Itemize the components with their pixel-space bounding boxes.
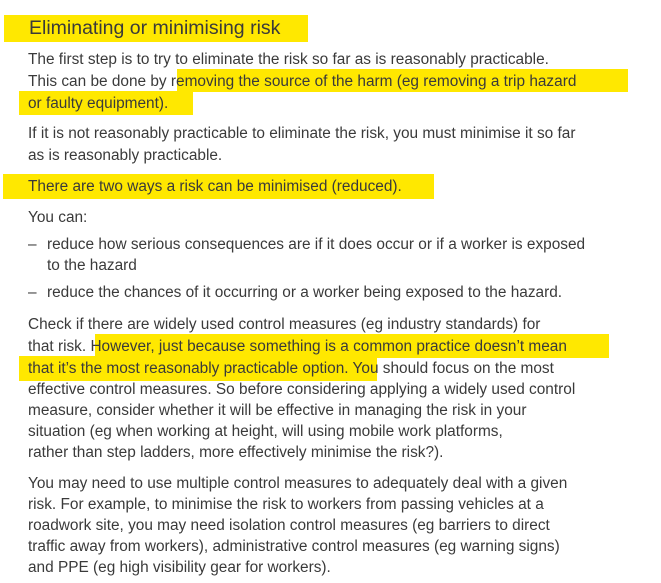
p5-line4: effective control measures. So before considering applying a widely used control [28,381,576,398]
bullet-2-line1: reduce the chances of it occurring or a worker being exposed to the hazard. [47,284,563,301]
p1-line1: The first step is to try to eliminate the risk so far as is reasonably practicable. [28,51,549,68]
bullet-1-line2: to the hazard [47,257,137,274]
p5-line2-highlight: However, just because something is a common practice doesn’t mean [90,338,567,355]
p6-line5: and PPE (eg high visibility gear for workers). [28,559,331,576]
p2-line2: as is reasonably practicable. [28,147,223,164]
p6-line1: You may need to use multiple control measures to adequately deal with a given [28,475,568,492]
p1-line2-pre: This can be done by [28,73,171,90]
p5-line7: rather than step ladders, more effectively minimise the risk?). [28,444,444,461]
p5-line1: Check if there are widely used control measures (eg industry standards) for [28,316,541,333]
p5-line2-pre: that risk. [28,338,91,355]
bullet-1-line1: reduce how serious consequences are if it does occur or if a worker is exposed [47,236,586,253]
bullet-2-dash: – [28,284,37,301]
p5-line2 [28,337,567,357]
bullet-1-dash: – [28,236,37,253]
p5-line3 [28,359,554,379]
p5-line5: measure, consider whether it will be effective in managing the risk in your [28,402,527,419]
section-heading: Eliminating or minimising risk [29,17,281,39]
p3-line: There are two ways a risk can be minimised (reduced). [28,178,402,195]
p6-line3: roadwork site, you may need isolation control measures (eg barriers to direct [28,517,550,534]
p6-line4: traffic away from workers), administrative control measures (eg warning signs) [28,538,560,555]
p1-line3: or faulty equipment). [28,95,169,112]
p4-line: You can: [28,209,88,226]
p1-line2-highlight: removing the source of the harm (eg removing a trip hazard [170,73,577,90]
p5-line6: situation (eg when working at height, will using mobile work platforms, [28,423,503,440]
p5-line3-highlight: that it’s the most reasonably practicable option [28,360,345,377]
p6-line2: risk. For example, to minimise the risk to workers from passing vehicles at a [28,496,544,513]
p5-line3-post: . You should focus on the most [344,360,554,377]
p2-line1: If it is not reasonably practicable to eliminate the risk, you must minimise it so far [28,125,576,142]
p1-line2 [28,72,576,92]
